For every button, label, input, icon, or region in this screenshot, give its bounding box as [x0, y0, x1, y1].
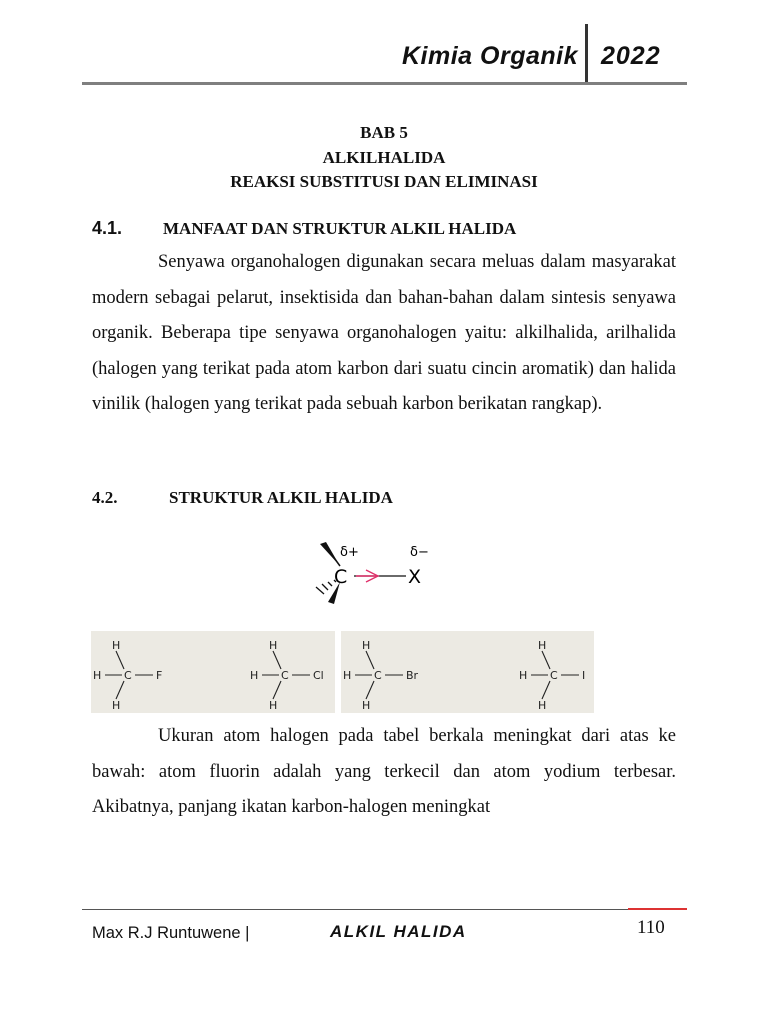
atom-h: H: [112, 699, 121, 712]
section-paragraph: Senyawa organohalogen digunakan secara meluas dalam masyarakat modern sebagai pelarut, insektisida dan bahan-bahan dalam sintesis senyawa organik. Beberapa tipe senyawa organohalogen yaitu: alkilhalida, arilhalida (halogen yang terikat pada atom karbon dari suatu cincin aromatik) dan halida vinilik (halogen yang terikat pada sebuah karbon berikatan rangkap).: [92, 252, 676, 414]
footer-accent: [628, 908, 687, 910]
atom-h: H: [538, 699, 547, 712]
atom-h: H: [519, 669, 528, 682]
atom-c: C: [374, 669, 382, 682]
section-paragraph: Ukuran atom halogen pada tabel berkala meningkat dari atas ke bawah: atom fluorin adalah yang terkecil dan atom yodium terbesar. Akibatnya, panjang ikatan karbon-halogen meningkat: [92, 726, 676, 817]
atom-halogen: Br: [406, 669, 419, 682]
chapter-title: ALKILHALIDA: [322, 148, 446, 167]
molecule-ch3cl: [248, 631, 334, 713]
chapter-subtitle: REAKSI SUBSTITUSI DAN ELIMINASI: [230, 172, 538, 191]
molecule-ch3i: [517, 631, 594, 713]
section-number: 4.1.: [92, 218, 123, 238]
atom-h: H: [343, 669, 352, 682]
header-divider: [585, 24, 588, 84]
footer-rule: [82, 909, 687, 910]
section-title: STRUKTUR ALKIL HALIDA: [169, 488, 393, 507]
delta-plus-label: δ+: [340, 545, 359, 560]
section-number: 4.2.: [92, 488, 118, 507]
atom-halogen: F: [156, 669, 163, 682]
atom-h: H: [93, 669, 102, 682]
polar-bond-figure: [300, 540, 440, 610]
header-year: 2022: [601, 42, 661, 70]
page-number: 110: [637, 917, 665, 938]
atom-c: C: [124, 669, 132, 682]
atom-h: H: [112, 639, 121, 652]
footer-topic: ALKIL HALIDA: [330, 922, 467, 941]
atom-h: H: [362, 699, 371, 712]
molecule-ch3f: [91, 631, 201, 713]
atom-h: H: [250, 669, 259, 682]
halogen-label: X: [408, 566, 422, 588]
atom-h: H: [362, 639, 371, 652]
molecule-ch3br: [341, 631, 441, 713]
chapter-label: BAB 5: [360, 123, 408, 142]
atom-halogen: I: [582, 669, 586, 682]
atom-h: H: [538, 639, 547, 652]
delta-minus-label: δ−: [410, 545, 429, 560]
atom-halogen: Cl: [313, 669, 324, 682]
header-rule: [82, 82, 687, 85]
section-title: MANFAAT DAN STRUKTUR ALKIL HALIDA: [163, 219, 517, 238]
footer-author: Max R.J Runtuwene |: [92, 924, 250, 942]
atom-c: C: [550, 669, 558, 682]
atom-c: C: [281, 669, 289, 682]
wedge-bond-up-head: [320, 542, 340, 566]
carbon-label: C: [334, 566, 348, 588]
atom-h: H: [269, 699, 278, 712]
book-title: Kimia Organik: [402, 42, 578, 70]
hashed-bond: [316, 580, 336, 594]
atom-h: H: [269, 639, 278, 652]
